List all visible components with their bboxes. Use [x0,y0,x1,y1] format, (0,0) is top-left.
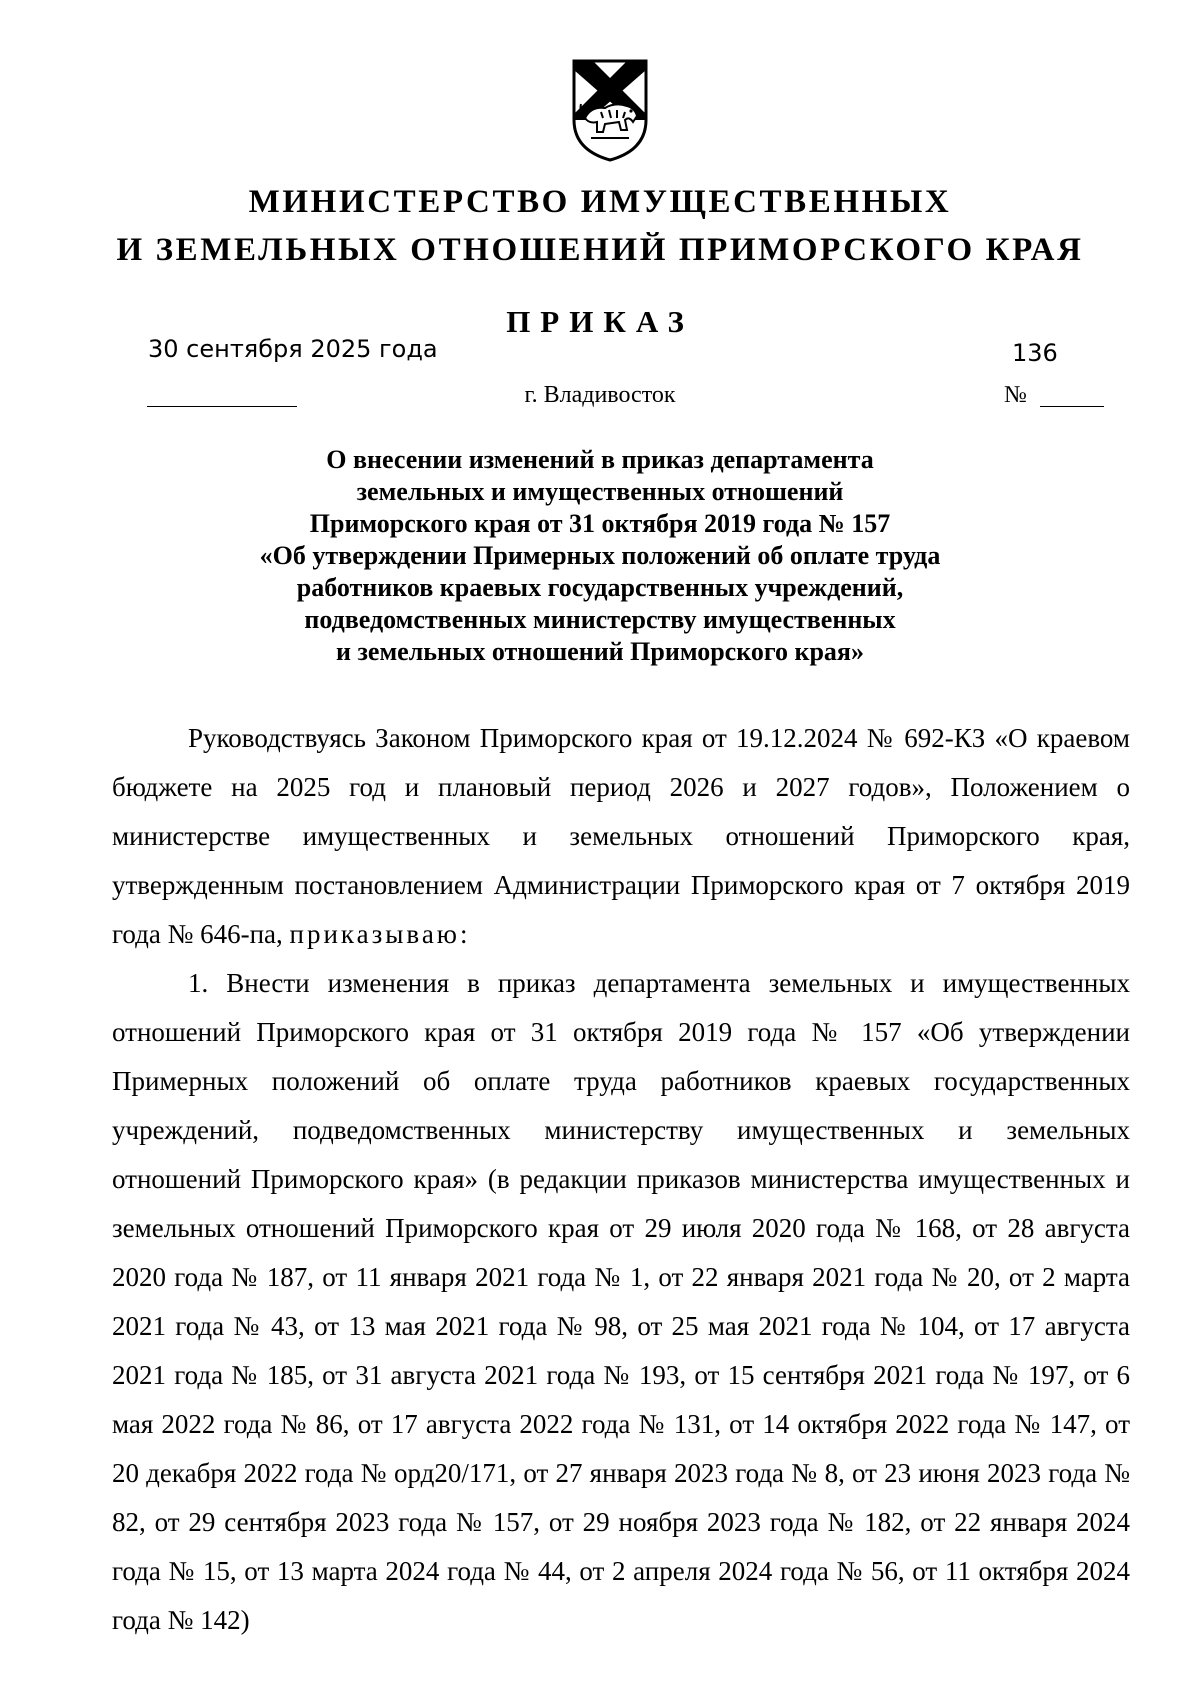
order-body [112,714,1130,1645]
preamble-paragraph [112,714,1130,959]
ministry-name-line1: МИНИСТЕРСТВО ИМУЩЕСТВЕННЫХ [248,184,952,220]
city-name: г. Владивосток [524,382,676,408]
subject-line: земельных и имущественных отношений [356,477,844,506]
order-date: 30 сентября 2025 года [148,335,438,363]
coat-of-arms-emblem [571,58,649,162]
subject-line: «Об утверждении Примерных положений об оплате труда [259,541,941,570]
order-subject [0,444,1200,668]
document-type-title: ПРИКАЗ [506,304,694,339]
subject-line: Приморского края от 31 октября 2019 года № 157 [309,509,891,538]
number-underline [1040,406,1104,407]
subject-line: работников краевых государственных учреждений, [296,573,904,602]
order-number: 136 [1012,339,1058,367]
number-label: № [1004,382,1027,408]
ministry-name [0,178,1200,274]
item-1-paragraph: 1. Внести изменения в приказ департамента земельных и имущественных отношений Приморского края от 31 октября 2019 года № 157 «Об утверждении Примерных положений об оплате труда работников краевых государственных учреждений, подведомственных министерству имущественных и земельных отношений Приморского края» (в редакции приказов министерства имущественных и земельных отношений Приморского края от 29 июля 2020 года № 168, от 28 августа 2020 года № 187, от 11 января 2021 года № 1, от 22 января 2021 года № 20, от 2 марта 2021 года № 43, от 13 мая 2021 года № 98, от 25 мая 2021 года № 104, от 17 августа 2021 года № 185, от 31 августа 2021 года № 193, от 15 сентября 2021 года № 197, от 6 мая 2022 года № 86, от 17 августа 2022 года № 131, от 14 октября 2022 года № 147, от 20 декабря 2022 года № орд20/171, от 27 января 2023 года № 8, от 23 июня 2023 года № 82, от 29 сентября 2023 года № 157, от 29 ноября 2023 года № 182, от 22 января 2024 года № 15, от 13 марта 2024 года № 44, от 2 апреля 2024 года № 56, от 11 октября 2024 года № 142) [112,968,1130,1635]
subject-line: и земельных отношений Приморского края» [335,637,864,666]
ministry-name-line2: И ЗЕМЕЛЬНЫХ ОТНОШЕНИЙ ПРИМОРСКОГО КРАЯ [116,232,1084,268]
subject-line: О внесении изменений в приказ департамента [326,445,874,474]
decree-word: приказываю: [289,919,471,949]
preamble-text: Руководствуясь Законом Приморского края от 19.12.2024 № 692-КЗ «О краевом бюджете на 2025 год и плановый период 2026 и 2027 годов», Положением о министерстве имущественных и земельных отношений Приморского края, утвержденным постановлением Администрации Приморского края от 7 октября 2019 года № 646-па, [112,723,1130,949]
subject-line: подведомственных министерству имущественных [304,605,896,634]
